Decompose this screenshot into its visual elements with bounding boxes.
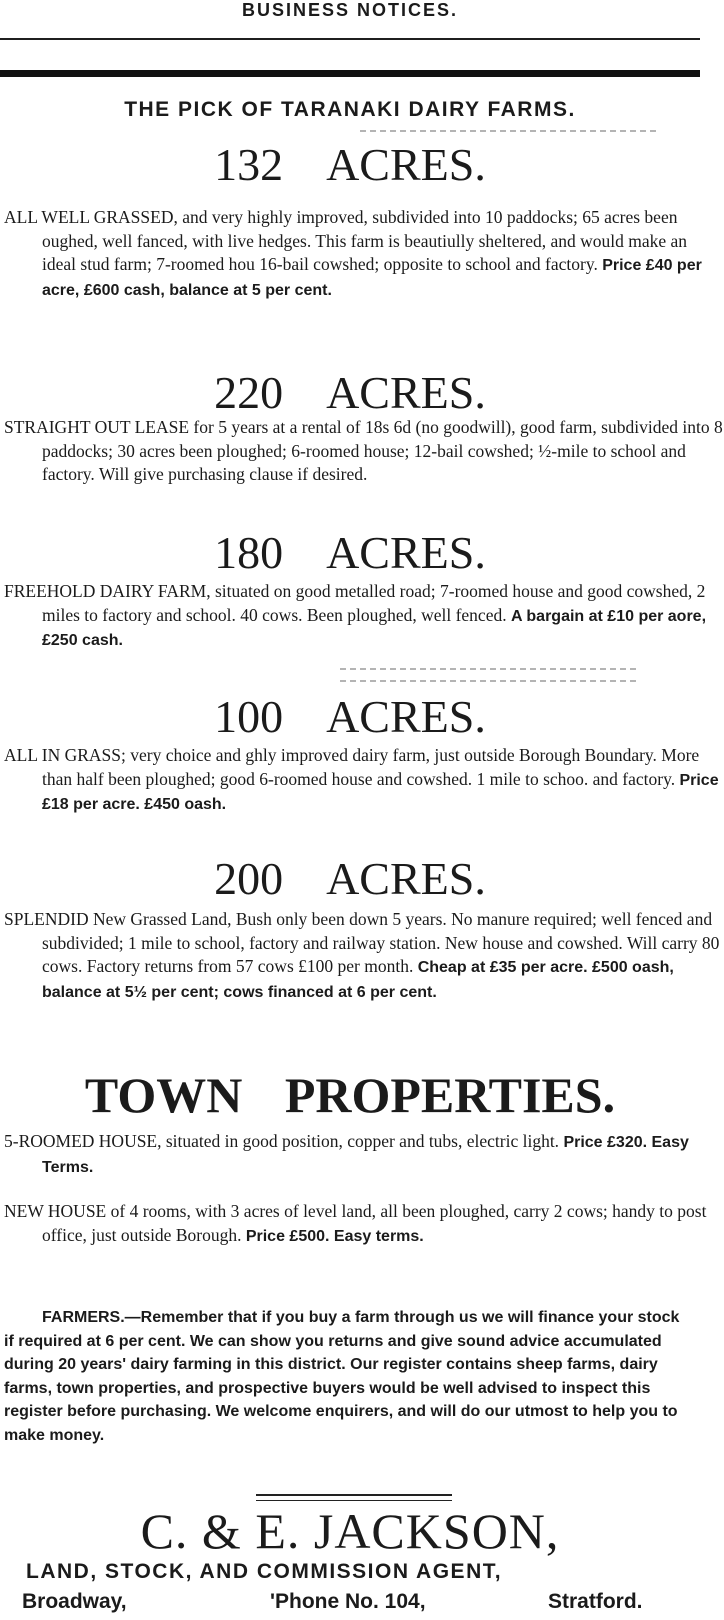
farmers-indent xyxy=(4,1309,42,1326)
section-header: BUSINESS NOTICES. xyxy=(241,0,459,20)
town-listing-price: Price £500. Easy terms. xyxy=(245,1227,424,1245)
listing-description: FREEHOLD DAIRY FARM, situated on good metalled road; 7-roomed house and good cowshed, 2 miles to factory and school. 40 cows. Been ploughed, well fenced. xyxy=(4,581,706,625)
listing-text xyxy=(4,744,724,817)
print-smudge xyxy=(340,668,640,670)
town-listing-text xyxy=(4,1200,724,1248)
listing-text xyxy=(4,416,724,487)
firm-name: C. & E. JACKSON, xyxy=(140,1503,560,1559)
town-listing-text xyxy=(4,1130,724,1179)
listing-price: A bargain at £10 per aore, £250 cash. xyxy=(42,607,707,649)
listing-text xyxy=(4,580,724,653)
listing-price: Cheap at £35 per acre. £500 oash, balance at 5½ per cent; cows financed at 6 per cent. xyxy=(42,959,674,1001)
column-rule xyxy=(0,70,700,77)
signature-rule xyxy=(256,1500,452,1501)
header-rule xyxy=(0,38,700,40)
listing-heading: 180 ACRES. xyxy=(214,527,486,578)
footer-town: Stratford. xyxy=(548,1590,643,1613)
signature-rule xyxy=(256,1494,452,1496)
print-smudge xyxy=(360,130,660,132)
farmers-note xyxy=(4,1306,686,1447)
agent-line: LAND, STOCK, AND COMMISSION AGENT, xyxy=(26,1560,503,1583)
town-listing-price: Price £320. Easy Terms. xyxy=(42,1134,689,1176)
footer-phone: 'Phone No. 104, xyxy=(270,1590,426,1613)
town-listing-description: NEW HOUSE of 4 rooms, with 3 acres of level land, all been ploughed, carry 2 cows; handy to post office, just outside Borough. xyxy=(4,1201,707,1245)
farmers-note-text: FARMERS.—Remember that if you buy a farm through us we will finance your stock if required at 6 per cent. We can show you returns and give sound advice accumulated during 20 years' dairy farming in this district. Our register contains sheep farms, dairy farms, town properties, and prospective buyers would be well advised to inspect this register before purchasing. We welcome enquirers, and will do our utmost to help you to make money. xyxy=(4,1309,680,1444)
town-listing-description: 5-ROOMED HOUSE, situated in good position, copper and tubs, electric light. xyxy=(4,1131,560,1151)
listing-text xyxy=(4,206,724,302)
footer-row xyxy=(0,1590,700,1620)
town-properties-title: TOWN PROPERTIES. xyxy=(84,1067,616,1123)
pick-title: THE PICK OF TARANAKI DAIRY FARMS. xyxy=(124,98,576,121)
listing-description: SPLENDID New Grassed Land, Bush only been down 5 years. No manure required; well fenced and subdivided; 1 mile to school, factory and railway station. New house and cowshed. Will carry 80 cows. Factory returns from 57 cows £100 per month. xyxy=(4,909,720,976)
listing-heading: 132 ACRES. xyxy=(214,139,486,190)
print-smudge xyxy=(340,680,640,682)
listing-price: Price £40 per acre, £600 cash, balance at 5 per cent. xyxy=(42,257,702,299)
listing-description: STRAIGHT OUT LEASE for 5 years at a rental of 18s 6d (no goodwill), good farm, subdivided into 8 paddocks; 30 acres been ploughed; 6-roomed house; 12-bail cowshed; ½-mile to school and factory. Will give purchasing clause if desired. xyxy=(4,417,723,484)
listing-heading: 220 ACRES. xyxy=(214,367,486,418)
footer-location: Broadway, xyxy=(22,1590,127,1613)
listing-price: Price £18 per acre. £450 oash. xyxy=(42,771,719,813)
listing-description: ALL IN GRASS; very choice and ghly improved dairy farm, just outside Borough Boundary. More than half been ploughed; good 6-roomed house and cowshed. 1 mile to schoo. and factory. xyxy=(4,745,700,789)
listing-heading: 200 ACRES. xyxy=(214,853,486,904)
listing-description: ALL WELL GRASSED, and very highly improved, subdivided into 10 paddocks; 65 acres been oughed, well fanced, with live hedges. This farm is beautiully sheltered, and would make an ideal stud farm; 7-roomed hou 16-bail cowshed; opposite to school and factory. xyxy=(4,207,688,274)
listing-heading: 100 ACRES. xyxy=(214,691,486,742)
listing-text xyxy=(4,908,724,1004)
